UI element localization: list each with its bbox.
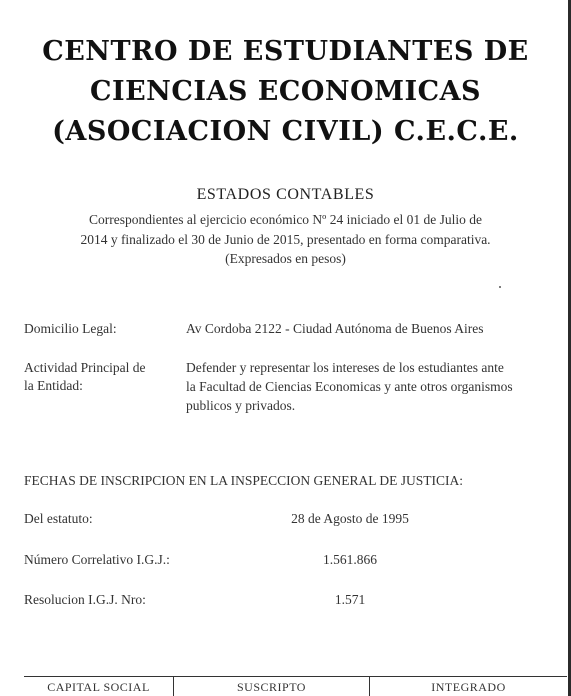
estatuto-label: Del estatuto: (24, 511, 93, 526)
statement-line-3: (Expresados en pesos) (225, 251, 346, 266)
org-title-line-1: CENTRO DE ESTUDIANTES DE (42, 36, 529, 67)
integrado-header: INTEGRADO (431, 680, 506, 694)
estatuto-value: 28 de Agosto de 1995 (291, 511, 409, 526)
suscripto-header: SUSCRIPTO (174, 677, 370, 696)
capital-table-header (24, 676, 567, 696)
domicilio-value: Av Cordoba 2122 - Ciudad Autónoma de Buenos Aires (186, 321, 484, 336)
actividad-label-1: Actividad Principal de (24, 360, 146, 375)
actividad-value-1: Defender y representar los intereses de los estudiantes ante (186, 360, 504, 375)
correlativo-value: 1.561.866 (323, 552, 377, 567)
org-title-line-2: CIENCIAS ECONOMICAS (89, 76, 482, 107)
actividad-value-3: publicos y privados. (186, 398, 296, 413)
statement-line-2: 2014 y finalizado el 30 de Junio de 2015, presentado en forma comparativa. (80, 232, 491, 247)
resolucion-label: Resolucion I.G.J. Nro: (24, 592, 146, 607)
statement-heading: ESTADOS CONTABLES (196, 186, 375, 203)
statement-line-1: Correspondientes al ejercicio económico Nº 24 iniciado el 01 de Julio de (89, 212, 482, 227)
org-title-line-3: (ASOCIACION CIVIL) C.E.C.E. (52, 116, 519, 147)
actividad-label-2: la Entidad: (24, 378, 83, 393)
domicilio-label: Domicilio Legal: (24, 321, 117, 336)
scan-speck (499, 286, 501, 288)
resolucion-value: 1.571 (334, 592, 366, 607)
actividad-value-2: la Facultad de Ciencias Economicas y ante otros organismos (186, 379, 513, 394)
correlativo-label: Número Correlativo I.G.J.: (24, 552, 170, 567)
inscripcion-heading: FECHAS DE INSCRIPCION EN LA INSPECCION GENERAL DE JUSTICIA: (24, 473, 464, 488)
capital-social-header: CAPITAL SOCIAL (24, 677, 174, 696)
